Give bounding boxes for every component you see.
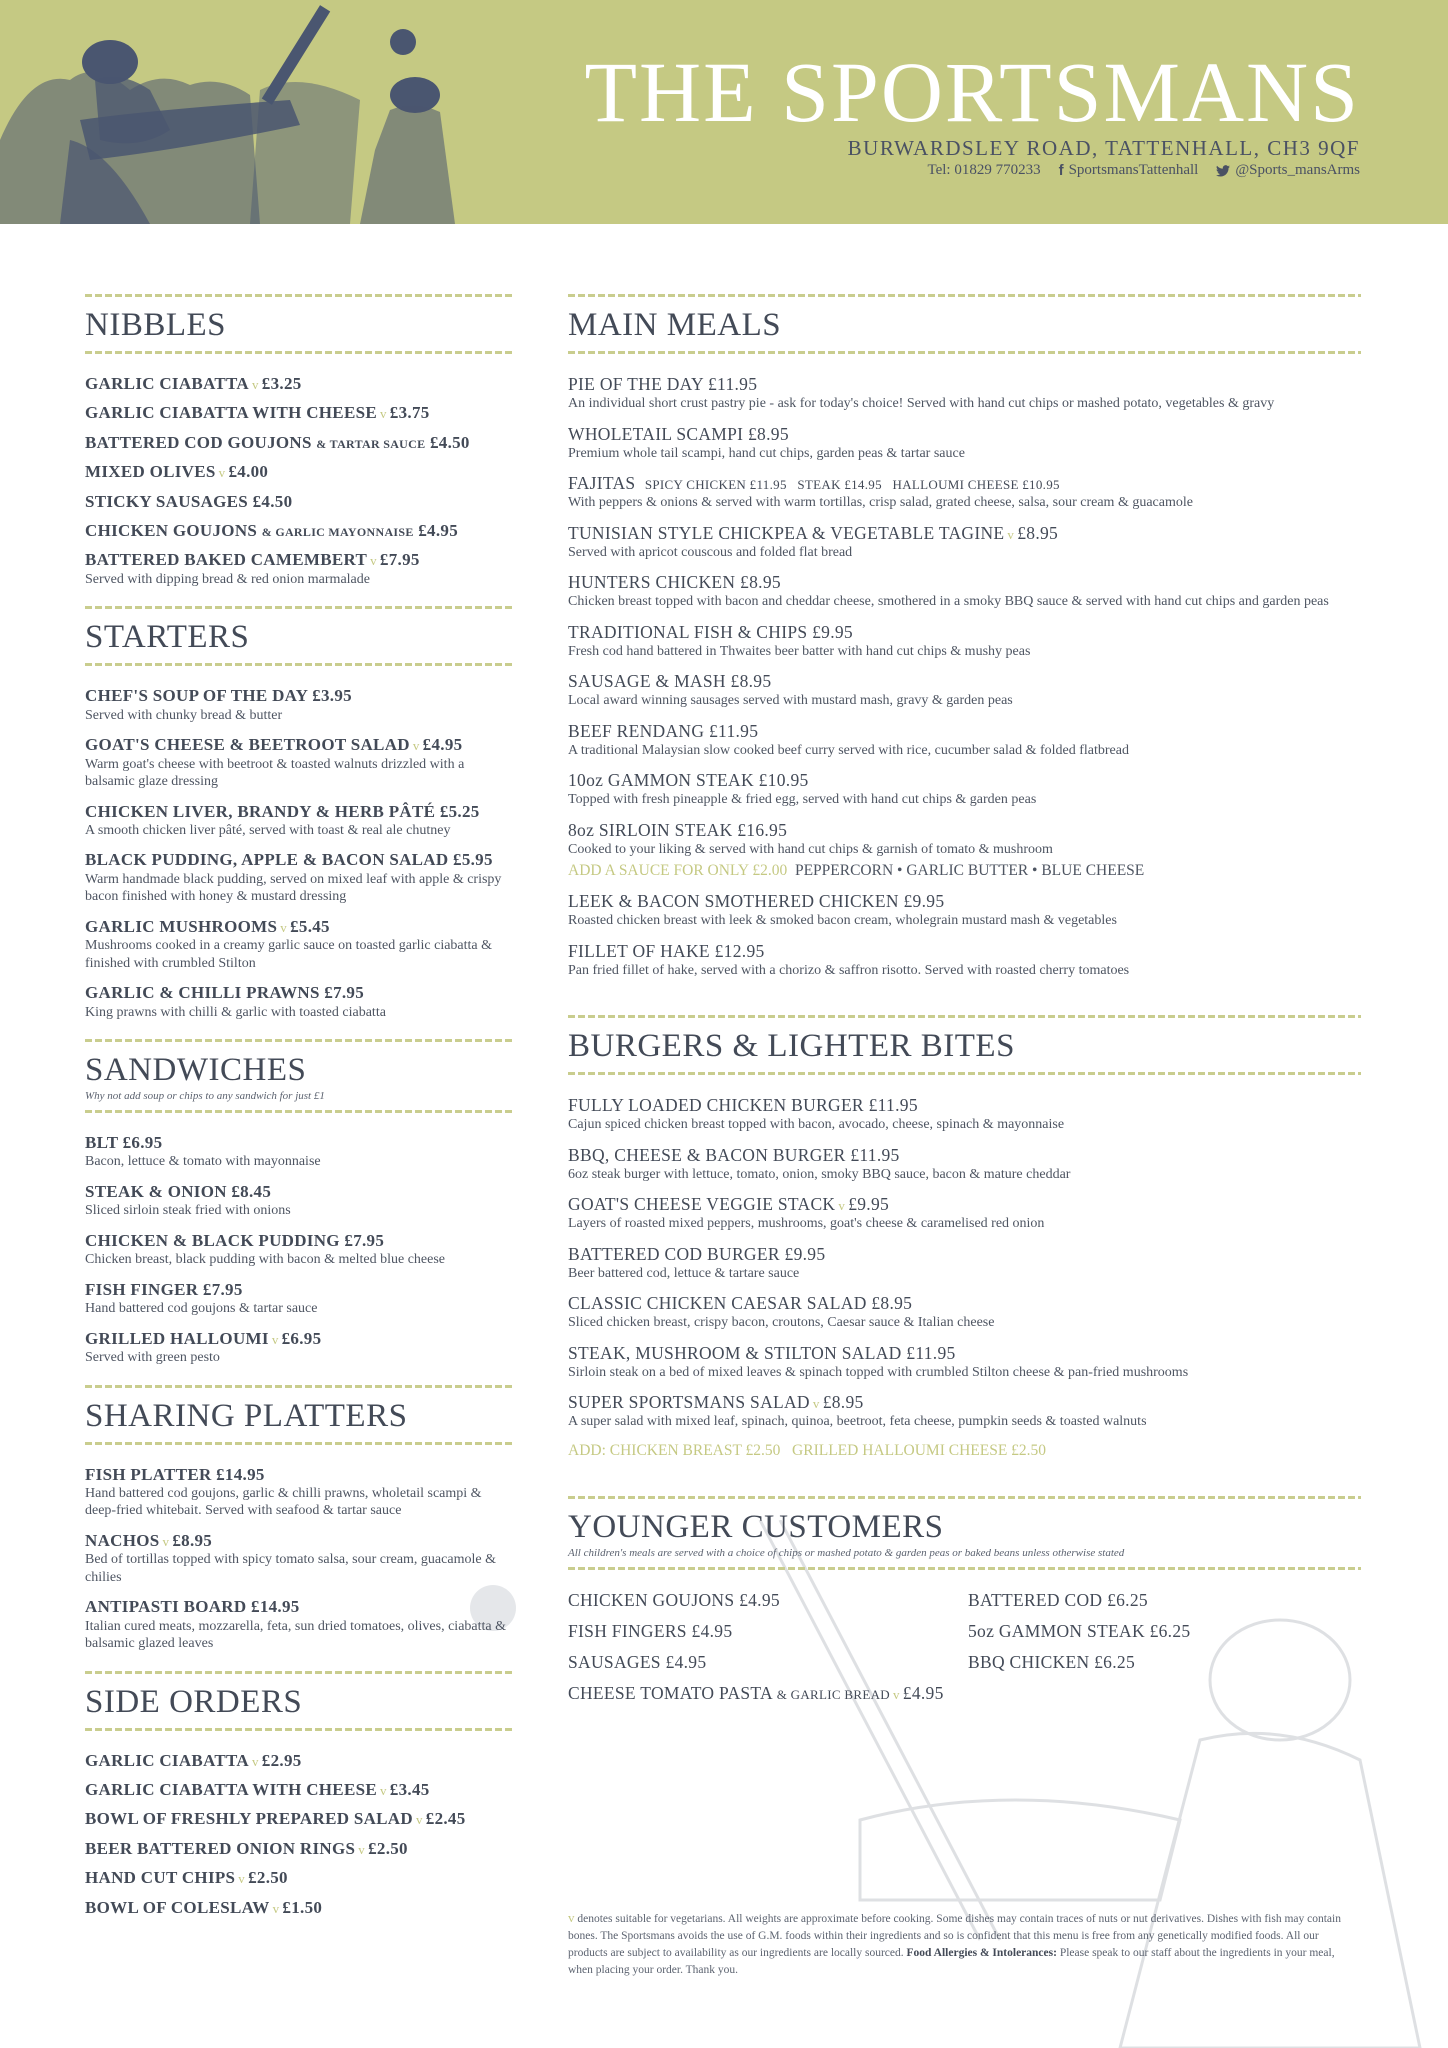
menu-item: WHOLETAIL SCAMPI £8.95 Premium whole tail scampi, hand cut chips, garden peas & tartar sauce bbox=[568, 423, 965, 461]
vegetarian-icon: v bbox=[358, 1841, 366, 1857]
section-younger-customers bbox=[568, 1496, 1361, 1714]
footer-disclaimer: v denotes suitable for vegetarians. All weights are approximate before cooking. Some dishes may contain traces of nuts or nut derivatives. Dishes with fish may contain bones. The Sportsmans avoids the use of G.M. foods within their ingredients and so is confident that this menu is free from any genetically modified foods. All our products are subject to availability as our ingredients are locally sourced. Food Allergies & Intolerances: Please speak to our staff about the ingredients in your meal, when placing your order. Thank you. bbox=[568, 1910, 1341, 1977]
menu-item: BOWL OF FRESHLY PREPARED SALAD v £2.45 bbox=[85, 1809, 466, 1829]
section-sharing-platters bbox=[85, 1385, 513, 1653]
kids-right-list bbox=[968, 1590, 1361, 1714]
vegetarian-icon: v bbox=[892, 1686, 900, 1702]
salad-addon: ADD: CHICKEN BREAST £2.50 GRILLED HALLOUMI CHEESE £2.50 bbox=[568, 1441, 1047, 1459]
facebook-link[interactable]: f SportsmansTattenhall bbox=[1058, 162, 1199, 179]
menu-item: FULLY LOADED CHICKEN BURGER £11.95 Cajun spiced chicken breast topped with bacon, avocado, cheese, spinach & mayonnaise bbox=[568, 1095, 1065, 1132]
section-title: NIBBLES bbox=[85, 307, 227, 343]
menu-item: FISH FINGERS £4.95 bbox=[568, 1620, 733, 1641]
header-banner bbox=[0, 0, 1448, 224]
right-column bbox=[568, 294, 1361, 1732]
vegetarian-icon: v bbox=[271, 1331, 279, 1347]
left-column bbox=[85, 294, 513, 1936]
menu-item: BATTERED COD BURGER £9.95 Beer battered cod, lettuce & tartare sauce bbox=[568, 1243, 826, 1281]
menu-item: ANTIPASTI BOARD £14.95 Italian cured meats, mozzarella, feta, sun dried tomatoes, olives, ciabatta & balsamic glazed leaves bbox=[85, 1597, 506, 1652]
menu-item: BLACK PUDDING, APPLE & BACON SALAD £5.95 Warm handmade black pudding, served on mixed leaf with apple & crispy bacon finished with honey & mustard dressing bbox=[85, 850, 502, 905]
section-title: SANDWICHES bbox=[85, 1052, 307, 1089]
menu-item: GRILLED HALLOUMI v £6.95 Served with green pesto bbox=[85, 1328, 322, 1366]
menu-item: CHICKEN GOUJONS £4.95 bbox=[568, 1589, 780, 1610]
menu-item: SAUSAGES £4.95 bbox=[568, 1651, 707, 1672]
section-side-orders bbox=[85, 1671, 513, 1918]
menu-item: BOWL OF COLESLAW v £1.50 bbox=[85, 1897, 323, 1917]
menu-item: LEEK & BACON SMOTHERED CHICKEN £9.95 Roasted chicken breast with leek & smoked bacon cream, wholegrain mustard mash & vegetables bbox=[568, 891, 1117, 928]
section-title: MAIN MEALS bbox=[568, 307, 782, 343]
phone-number[interactable]: Tel: 01829 770233 bbox=[927, 162, 1041, 178]
section-starters bbox=[85, 606, 513, 1021]
menu-item: FAJITAS SPICY CHICKEN £11.95 STEAK £14.95 HALLOUMI CHEESE £10.95 With peppers & onions & served with warm tortillas, crisp salad, grated cheese, salsa, sour cream & guacamole bbox=[568, 473, 1193, 510]
menu-item: BLT £6.95 Bacon, lettuce & tomato with mayonnaise bbox=[85, 1133, 321, 1170]
vegetarian-icon: v bbox=[379, 1783, 387, 1799]
vegetarian-icon: v bbox=[272, 1900, 280, 1916]
menu-item: 10oz GAMMON STEAK £10.95 Topped with fresh pineapple & fried egg, served with hand cut chips & garden peas bbox=[568, 770, 1037, 807]
menu-item: GARLIC & CHILLI PRAWNS £7.95 King prawns with chilli & garlic with toasted ciabatta bbox=[85, 983, 386, 1020]
section-note: Why not add soup or chips to any sandwich for just £1 bbox=[85, 1090, 325, 1103]
section-sandwiches bbox=[85, 1039, 513, 1366]
vegetarian-icon: v bbox=[370, 553, 377, 569]
menu-item: HUNTERS CHICKEN £8.95 Chicken breast topped with bacon and cheddar cheese, smothered in a smoky BBQ sauce & served with hand cut chips and garden peas bbox=[568, 572, 1329, 609]
section-title: YOUNGER CUSTOMERS bbox=[568, 1508, 944, 1545]
vegetarian-icon: v bbox=[1007, 526, 1015, 542]
menu-item: 5oz GAMMON STEAK £6.25 bbox=[968, 1620, 1191, 1641]
menu-item: GOAT'S CHEESE VEGGIE STACK v £9.95 Layers of roasted mixed peppers, mushrooms, goat's cheese & caramelised red onion bbox=[568, 1194, 1045, 1231]
menu-item: BATTERED COD £6.25 bbox=[968, 1589, 1148, 1610]
menu-item: 8oz SIRLOIN STEAK £16.95 Cooked to your liking & served with hand cut chips & garnish of tomato & mushroom ADD A SAUCE FOR ONLY £2.00 PEPPERCORN • GARLIC BUTTER • BLUE CHEESE bbox=[568, 820, 1361, 881]
menu-item: GARLIC MUSHROOMS v £5.45 Mushrooms cooked in a creamy garlic sauce on toasted garlic ciabatta & finished with crumbled Stilton bbox=[85, 916, 493, 971]
menu-item: TRADITIONAL FISH & CHIPS £9.95 Fresh cod hand battered in Thwaites beer batter with hand cut chips & mushy peas bbox=[568, 621, 1031, 659]
kids-left-list bbox=[568, 1590, 968, 1714]
section-title: SIDE ORDERS bbox=[85, 1683, 303, 1720]
section-title: STARTERS bbox=[85, 619, 250, 656]
restaurant-name: THE SPORTSMANS bbox=[584, 44, 1360, 140]
cricket-illustration-icon bbox=[0, 0, 520, 224]
menu-item: GOAT'S CHEESE & BEETROOT SALAD v £4.95 Warm goat's cheese with beetroot & toasted walnuts drizzled with a balsamic glaze dressing bbox=[85, 735, 465, 790]
menu-item: FISH PLATTER £14.95 Hand battered cod goujons, garlic & chilli prawns, wholetail scampi & deep-fried whitebait. Served with seafood & tartar sauce bbox=[85, 1464, 482, 1519]
menu-item: GARLIC CIABATTA WITH CHEESE v £3.75 bbox=[85, 403, 430, 423]
menu-item: CLASSIC CHICKEN CAESAR SALAD £8.95 Sliced chicken breast, crispy bacon, croutons, Caesar sauce & Italian cheese bbox=[568, 1293, 995, 1330]
vegetarian-icon: v bbox=[238, 1871, 246, 1887]
menu-item: FISH FINGER £7.95 Hand battered cod goujons & tartar sauce bbox=[85, 1279, 318, 1317]
menu-item: MIXED OLIVES v £4.00 bbox=[85, 462, 269, 482]
section-burgers bbox=[568, 1015, 1361, 1460]
menu-item: SUPER SPORTSMANS SALAD v £8.95 A super salad with mixed leaf, spinach, quinoa, beetroot, feta cheese, pumpkin seeds & toasted walnuts bbox=[568, 1392, 1147, 1429]
menu-item: CHEF'S SOUP OF THE DAY £3.95 Served with chunky bread & butter bbox=[85, 686, 352, 723]
vegetarian-icon: v bbox=[162, 1533, 170, 1549]
vegetarian-icon: v bbox=[568, 1910, 575, 1925]
menu-item: GARLIC CIABATTA WITH CHEESE v £3.45 bbox=[85, 1780, 430, 1800]
vegetarian-icon: v bbox=[218, 465, 226, 481]
vegetarian-icon: v bbox=[415, 1812, 423, 1828]
menu-item: BEEF RENDANG £11.95 A traditional Malaysian slow cooked beef curry served with rice, cucumber salad & folded flatbread bbox=[568, 720, 1129, 758]
menu-item: CHEESE TOMATO PASTA & GARLIC BREAD v £4.95 bbox=[568, 1682, 944, 1703]
section-title: BURGERS & LIGHTER BITES bbox=[568, 1028, 1015, 1064]
menu-item: BATTERED BAKED CAMEMBERT v £7.95 Served with dipping bread & red onion marmalade bbox=[85, 550, 420, 587]
vegetarian-icon: v bbox=[251, 377, 259, 392]
twitter-icon bbox=[1216, 165, 1230, 177]
contact-bar bbox=[927, 162, 1360, 190]
menu-item: TUNISIAN STYLE CHICKPEA & VEGETABLE TAGINE v £8.95 Served with apricot couscous and folded flat bread bbox=[568, 522, 1059, 560]
facebook-icon: f bbox=[1058, 162, 1064, 179]
menu-item: PIE OF THE DAY £11.95 An individual short crust pastry pie - ask for today's choice! Served with hand cut chips or mashed potato, vegetables & gravy bbox=[568, 374, 1275, 411]
menu-item: NACHOS v £8.95 Bed of tortillas topped with spicy tomato salsa, sour cream, guacamole & chilies bbox=[85, 1530, 496, 1585]
menu-item: FILLET OF HAKE £12.95 Pan fried fillet of hake, served with a chorizo & saffron risotto. Served with roasted cherry tomatoes bbox=[568, 940, 1130, 978]
vegetarian-icon: v bbox=[379, 406, 387, 422]
section-main-meals bbox=[568, 294, 1361, 979]
menu-item: BATTERED COD GOUJONS & TARTAR SAUCE £4.50 bbox=[85, 432, 470, 452]
menu-item: CHICKEN GOUJONS & GARLIC MAYONNAISE £4.95 bbox=[85, 520, 458, 540]
restaurant-address: BURWARDSLEY ROAD, TATTENHALL, CH3 9QF bbox=[847, 136, 1360, 160]
menu-item: BBQ CHICKEN £6.25 bbox=[968, 1651, 1135, 1672]
menu-item: GARLIC CIABATTA v £3.25 bbox=[85, 374, 302, 393]
menu-item: BEER BATTERED ONION RINGS v £2.50 bbox=[85, 1838, 408, 1858]
section-title: SHARING PLATTERS bbox=[85, 1397, 408, 1434]
menu-item: HAND CUT CHIPS v £2.50 bbox=[85, 1868, 288, 1888]
twitter-link[interactable]: @Sports_mansArms bbox=[1216, 162, 1360, 179]
menu-item: CHICKEN LIVER, BRANDY & HERB PÂTÉ £5.25 A smooth chicken liver pâté, served with toast & real ale chutney bbox=[85, 801, 480, 838]
section-note: All children's meals are served with a choice of chips or mashed potato & garden peas or baked beans unless otherwise stated bbox=[568, 1546, 1125, 1559]
menu-item: STEAK & ONION £8.45 Sliced sirloin steak fried with onions bbox=[85, 1181, 291, 1219]
vegetarian-icon: v bbox=[412, 738, 420, 754]
vegetarian-icon: v bbox=[838, 1198, 846, 1213]
menu-item: BBQ, CHEESE & BACON BURGER £11.95 6oz steak burger with lettuce, tomato, onion, smoky BBQ sauce, bacon & mature cheddar bbox=[568, 1144, 1071, 1182]
vegetarian-icon: v bbox=[251, 1753, 259, 1769]
menu-item: CHICKEN & BLACK PUDDING £7.95 Chicken breast, black pudding with bacon & melted blue cheese bbox=[85, 1230, 446, 1268]
menu-item: GARLIC CIABATTA v £2.95 bbox=[85, 1750, 302, 1770]
menu-item: STEAK, MUSHROOM & STILTON SALAD £11.95 Sirloin steak on a bed of mixed leaves & spinach topped with crumbled Stilton cheese & pan-fried mushrooms bbox=[568, 1342, 1189, 1380]
section-nibbles bbox=[85, 294, 513, 588]
sauce-addon: ADD A SAUCE FOR ONLY £2.00 PEPPERCORN • GARLIC BUTTER • BLUE CHEESE bbox=[568, 862, 1145, 879]
menu-item: SAUSAGE & MASH £8.95 Local award winning sausages served with mustard mash, gravy & garden peas bbox=[568, 671, 1013, 708]
vegetarian-icon: v bbox=[280, 919, 288, 935]
vegetarian-icon: v bbox=[812, 1396, 820, 1411]
menu-item: STICKY SAUSAGES £4.50 bbox=[85, 491, 293, 511]
